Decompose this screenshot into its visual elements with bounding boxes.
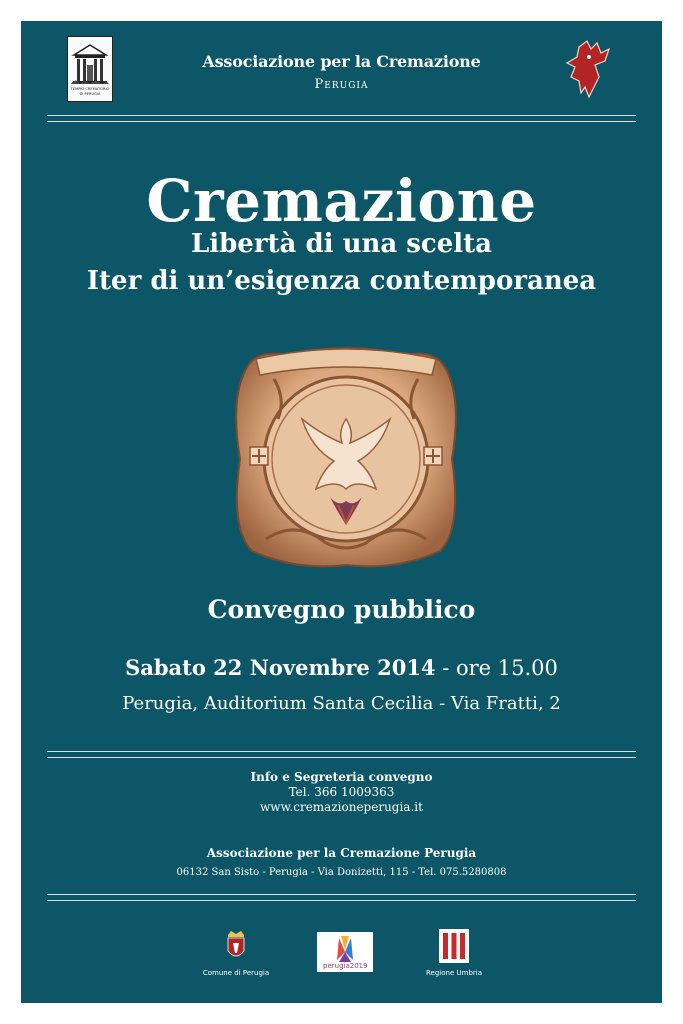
perugia2019-text: perugia2019 xyxy=(323,962,368,970)
main-title: Cremazione xyxy=(146,167,537,235)
association-address: 06132 San Sisto - Perugia - Via Donizetti, 115 - Tel. 075.5280808 xyxy=(176,867,507,878)
sponsor-regione-umbria xyxy=(419,929,489,977)
subtitle-line-1: Libertà di una scelta xyxy=(190,229,493,259)
info-phone: Tel. 366 1009363 xyxy=(288,785,395,799)
region-columns-icon xyxy=(439,929,469,963)
info-title: Info e Segreteria convegno xyxy=(250,770,433,784)
perugia2019-logo xyxy=(317,932,373,972)
top-divider xyxy=(47,115,636,122)
sponsor-label-umbria: Regione Umbria xyxy=(426,969,482,977)
organization-city: Perugia xyxy=(314,77,369,92)
subtitle-line-2: Iter di un’esigenza contemporanea xyxy=(86,266,597,296)
middle-divider xyxy=(47,751,636,758)
event-place: Perugia, Auditorium Santa Cecilia - Via Fratti, 2 xyxy=(122,693,561,714)
poster-panel xyxy=(21,21,662,1003)
event-time: - ore 15.00 xyxy=(442,656,558,680)
bottom-divider xyxy=(47,894,636,901)
organization-title: Associazione per la Cremazione xyxy=(202,52,481,71)
sponsor-label-comune: Comune di Perugia xyxy=(202,969,270,977)
association-name: Associazione per la Cremazione Perugia xyxy=(206,846,477,860)
sponsor-comune-perugia xyxy=(201,929,271,977)
phoenix-emblem-icon xyxy=(226,339,466,579)
event-type: Convegno pubblico xyxy=(207,595,476,624)
event-date-line xyxy=(21,655,662,680)
city-crest-icon xyxy=(225,929,247,963)
griffin-icon xyxy=(561,37,617,101)
temple-logo-caption: TEMPIO CREMATORIO DI PERUGIA xyxy=(70,87,110,96)
info-website-link[interactable]: www.cremazioneperugia.it xyxy=(260,800,423,814)
event-date: Sabato 22 Novembre 2014 xyxy=(125,655,436,680)
